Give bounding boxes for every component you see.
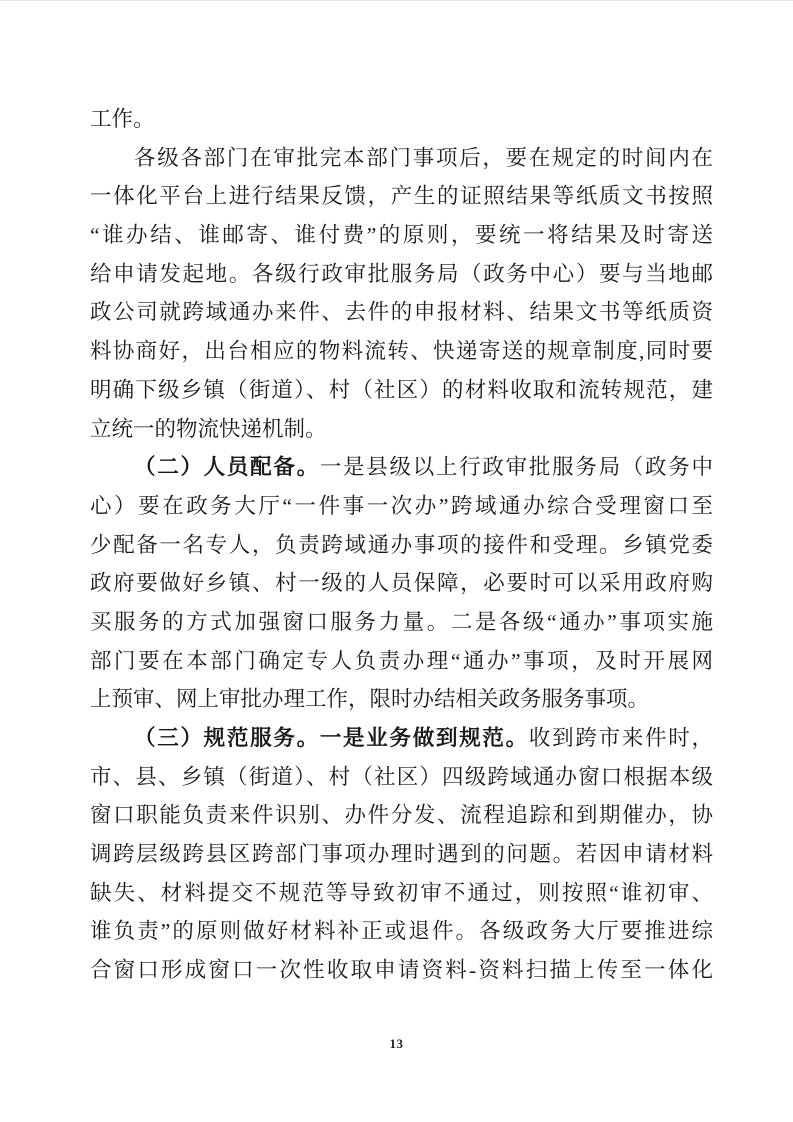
text-segment: 少配备一名专人，负责跨域通办事项的接件和受理。乡镇党委 — [90, 532, 713, 557]
document-body — [90, 100, 713, 990]
text-segment: 心）要在政务大厅“一件事一次办”跨域通办综合受理窗口至 — [90, 493, 713, 518]
text-segment: 料协商好，出台相应的物料流转、快递寄送的规章制度,同时要 — [90, 339, 713, 364]
text-line — [90, 719, 713, 758]
text-line — [90, 874, 713, 913]
text-line — [90, 487, 713, 526]
text-line — [90, 564, 713, 603]
bold-text-segment: （三）规范服务。一是业务做到规范。 — [134, 726, 529, 750]
text-line — [90, 680, 713, 719]
text-segment: 谁负责”的原则做好材料补正或退件。各级政务大厅要推进综 — [90, 919, 713, 944]
text-segment: 一是县级以上行政审批服务局（政务中 — [319, 455, 713, 480]
bold-text-segment: （二）人员配备。 — [134, 455, 320, 480]
page-top-edge — [0, 0, 793, 1]
text-segment: 各级各部门在审批完本部门事项后，要在规定的时间内在 — [134, 145, 713, 170]
text-segment: 窗口职能负责来件识别、办件分发、流程追踪和到期催办，协 — [90, 803, 713, 828]
text-line — [90, 216, 713, 255]
text-line — [90, 293, 713, 332]
text-segment: 上预审、网上审批办理工作，限时办结相关政务服务事项。 — [90, 687, 650, 712]
text-segment: 合窗口形成窗口一次性收取申请资料-资料扫描上传至一体化 — [90, 958, 713, 983]
text-segment: 给申请发起地。各级行政审批服务局（政务中心）要与当地邮 — [90, 261, 713, 286]
text-segment: 缺失、材料提交不规范等导致初审不通过，则按照“谁初审、 — [90, 880, 713, 905]
text-line — [90, 912, 713, 951]
text-line — [90, 796, 713, 835]
text-segment: 买服务的方式加强窗口服务力量。二是各级“通办”事项实施 — [90, 609, 713, 634]
text-segment: 立统一的物流快递机制。 — [90, 416, 327, 441]
text-line — [90, 835, 713, 874]
text-line — [90, 526, 713, 565]
text-line — [90, 642, 713, 681]
text-segment: 政公司就跨域通办来件、去件的申报材料、结果文书等纸质资 — [90, 300, 713, 325]
text-line — [90, 448, 713, 487]
text-line — [90, 951, 713, 990]
text-segment: 政府要做好乡镇、村一级的人员保障，必要时可以采用政府购 — [90, 571, 713, 596]
text-line — [90, 100, 713, 139]
text-line — [90, 139, 713, 178]
text-segment: “谁办结、谁邮寄、谁付费”的原则，要统一将结果及时寄送 — [90, 223, 713, 248]
text-segment: 部门要在本部门确定专人负责办理“通办”事项，及时开展网 — [90, 648, 713, 673]
text-segment: 工作。 — [90, 107, 155, 131]
text-line — [90, 255, 713, 294]
text-segment: 明确下级乡镇（街道）、村（社区）的材料收取和流转规范，建 — [90, 377, 713, 402]
text-line — [90, 603, 713, 642]
text-segment: 调跨层级跨县区跨部门事项办理时遇到的问题。若因申请材料 — [90, 842, 713, 867]
text-segment: 市、县、乡镇（街道）、村（社区）四级跨域通办窗口根据本级 — [90, 764, 713, 789]
text-segment: 收到跨市来件时， — [528, 726, 713, 750]
text-line — [90, 410, 713, 449]
text-segment: 一体化平台上进行结果反馈，产生的证照结果等纸质文书按照 — [90, 184, 713, 209]
text-line — [90, 177, 713, 216]
text-line — [90, 371, 713, 410]
text-line — [90, 758, 713, 797]
text-line — [90, 332, 713, 371]
page-number: 13 — [389, 1036, 404, 1051]
